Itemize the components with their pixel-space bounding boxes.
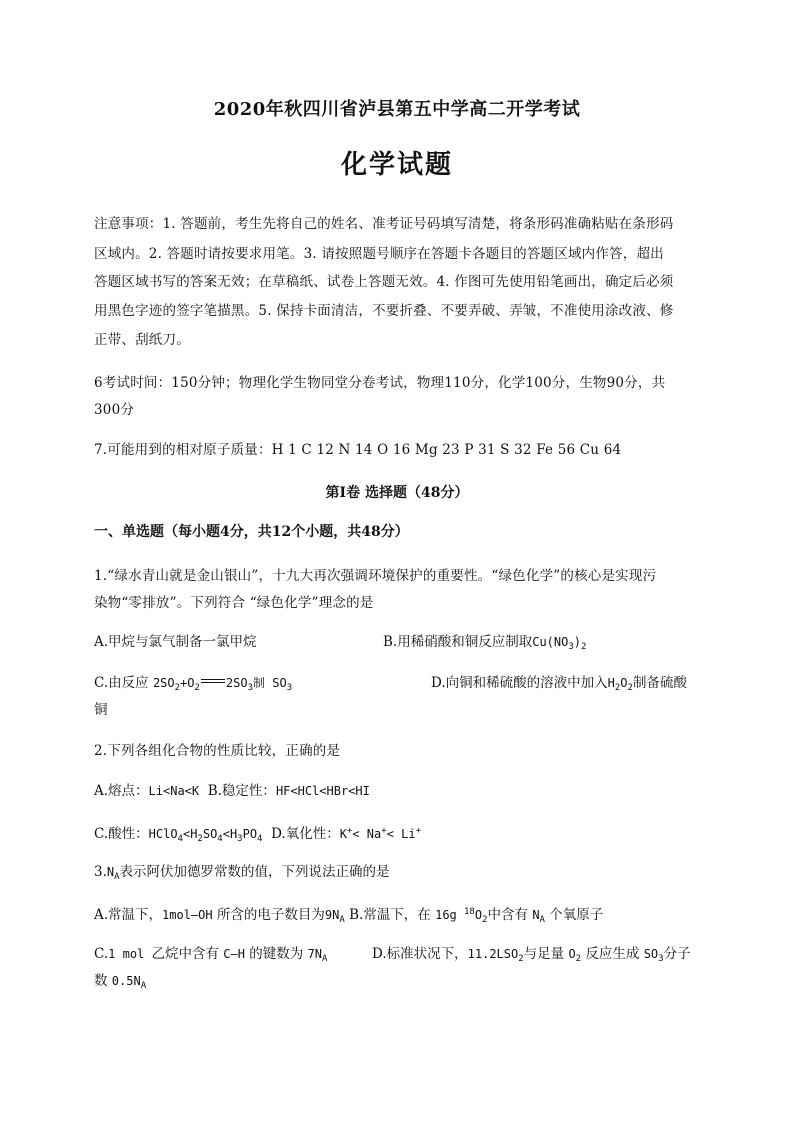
q1-option-a: A.甲烷与氯气制备一氯甲烷: [94, 634, 257, 650]
equilibrium-arrow-icon: [201, 679, 225, 683]
question-1-stem: 染物“零排放”。下列符合 “绿色化学”理念的是: [94, 595, 374, 611]
section-heading: 一、单选题（每小题4分，共12个小题，共48分）: [94, 524, 409, 540]
question-3-stem: $3.N_A$表示阿伏加德罗常数的值，下列说法正确的是: [94, 864, 390, 882]
part-title: 第Ⅰ卷 选择题（48分）: [325, 485, 469, 501]
q2-option-cd: C.酸性：$HClO_4<H_2SO_4<H_3PO_4$ D.氧化性：K+< Na+< Li+: [94, 826, 422, 844]
notes-line: 答题区域书写的答案无效；在草稿纸、试卷上答题无效。4. 作图可先使用铅笔画出，确定后必须: [94, 274, 674, 290]
notes-line: 正带、刮纸刀。: [94, 332, 190, 348]
q1-option-b: B.用稀硝酸和铜反应制取$Cu(NO_3)_2$: [383, 634, 587, 652]
question-1-stem: 1.“绿水青山就是金山银山”，十九大再次强调环境保护的重要性。“绿色化学”的核心是实现污: [94, 568, 657, 584]
q1-option-d-cont: 铜: [94, 702, 108, 718]
q3-option-d: D.标准状况下，$11.2LSO_2$与足量 $O_2$ 反应生成 $SO_3$分子: [372, 946, 691, 964]
notes-line: 用黑色字迹的签字笔描黑。5. 保持卡面清洁，不要折叠、不要弄破、弄皱，不准使用涂改液、修: [94, 303, 674, 319]
q2-option-ab: A.熔点：Li<Na<K B.稳定性：HF<HCl<HBr<HI: [94, 783, 370, 799]
exam-time-line: 6考试时间：150分钟；物理化学生物同堂分卷考试，物理110分，化学100分，生物90分，共: [94, 375, 666, 391]
q3-option-c: C.1 mol 乙烷中含有 C—H 的键数为 $7N_A$: [94, 946, 328, 964]
notes-line: 注意事项：1. 答题前，考生先将自己的姓名、准考证号码填写清楚，将条形码准确粘贴在条形码: [94, 216, 674, 232]
q1-option-d: D.向铜和稀硫酸的溶液中加入$H_2O_2$制备硫酸: [431, 675, 687, 693]
subject-title: 化学试题: [340, 150, 453, 180]
atomic-mass-line: 7.可能用到的相对原子质量：H 1 C 12 N 14 O 16 Mg 23 P 31 S 32 Fe 56 Cu 64: [94, 442, 622, 458]
notes-line: 区域内。2. 答题时请按要求用笔。3. 请按照题号顺序在答题卡各题目的答题区域内作答，超出: [94, 246, 664, 262]
question-2-stem: 2.下列各组化合物的性质比较，正确的是: [94, 743, 341, 759]
q3-option-ab: A.常温下，1mol—OH 所含的电子数目为$9N_A$ B.常温下，在 16g $^{18}O_2$中含有 $N_A$ 个氧原子: [94, 907, 604, 925]
exam-title: 2020年秋四川省泸县第五中学高二开学考试: [213, 99, 581, 120]
q1-option-c: C.由反应 $2SO_2+O_2$ $2SO_3$制 $SO_3$: [94, 675, 293, 693]
q3-option-d-cont: 数 $0.5N_A$: [94, 973, 147, 991]
exam-time-line: 300分: [94, 402, 135, 418]
